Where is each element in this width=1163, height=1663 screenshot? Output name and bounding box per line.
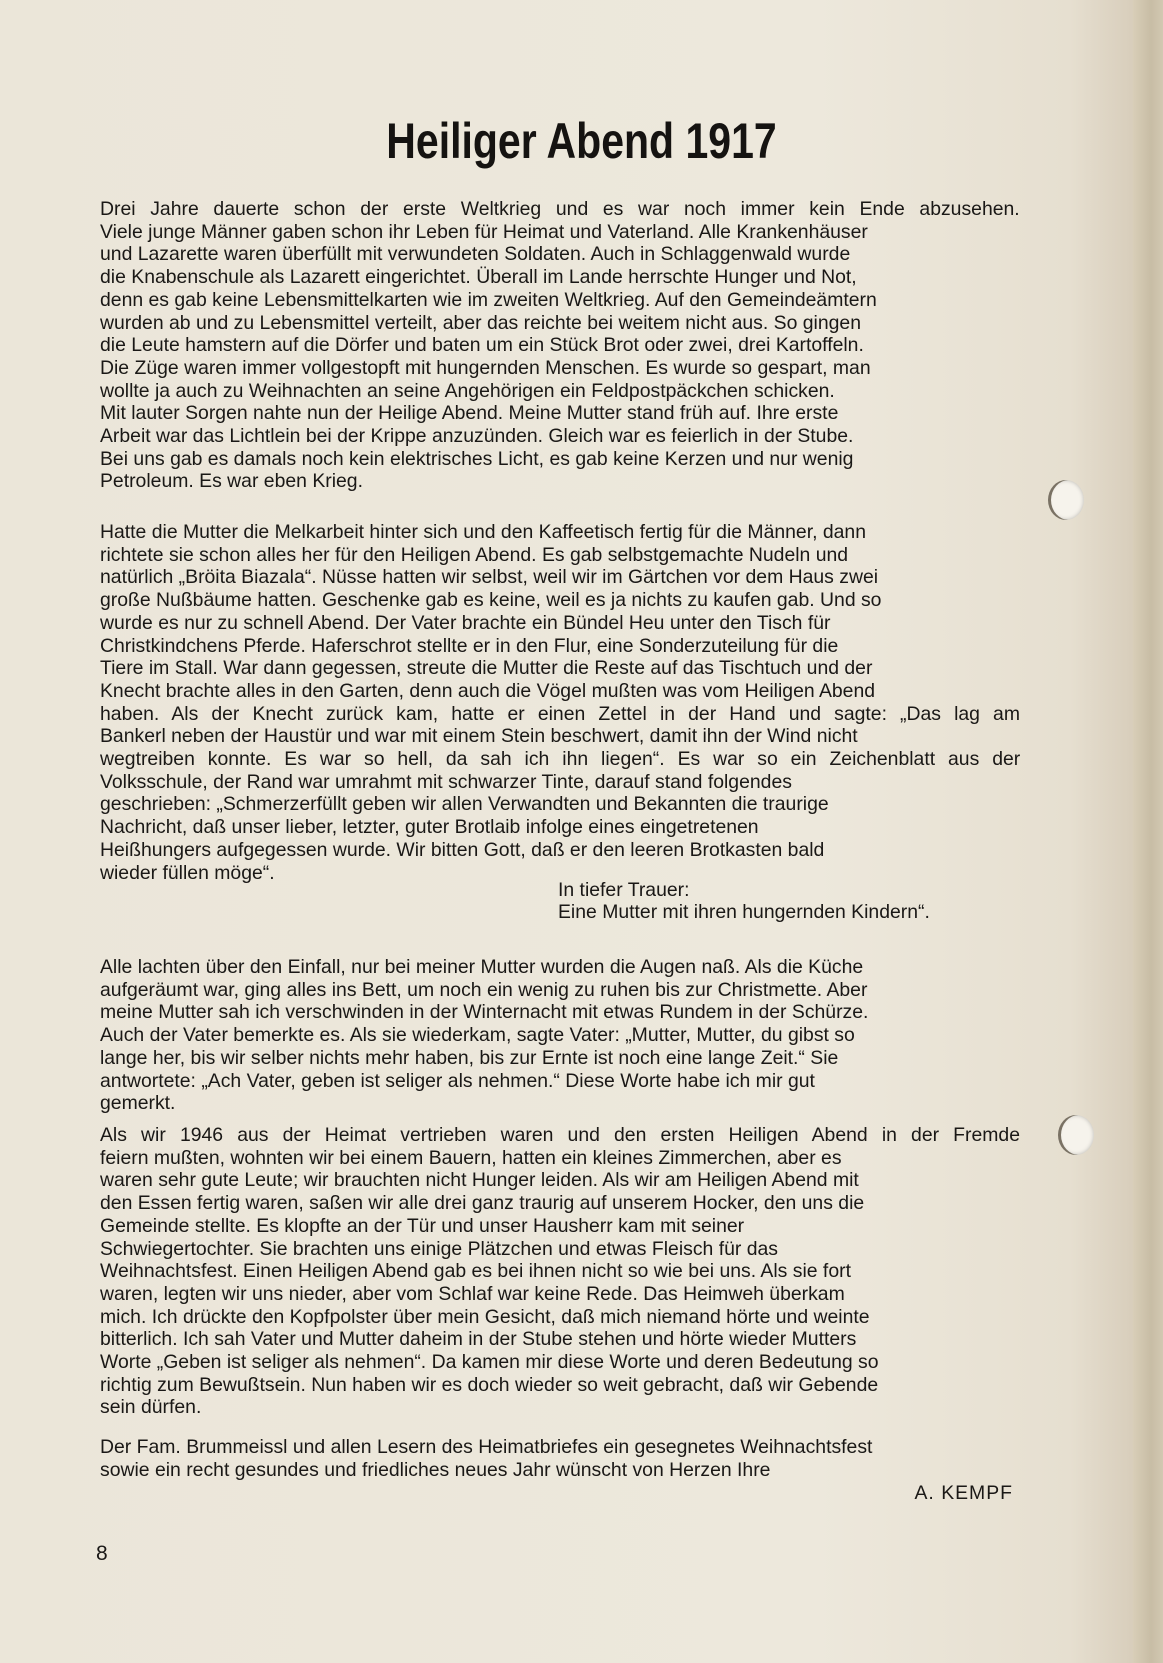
text-line: Worte „Geben ist seliger als nehmen“. Da kamen mir diese Worte und deren Bedeutung so <box>100 1351 879 1374</box>
text-line: Hatte die Mutter die Melkarbeit hinter sich und den Kaffeetisch fertig für die Männer, dann <box>100 521 867 543</box>
text-line: richtete sie schon alles her für den Heiligen Abend. Es gab selbstgemachte Nudeln und <box>100 543 849 566</box>
text-line: Drei Jahre dauerte schon der erste Weltkrieg und es war noch immer kein Ende abzusehen. <box>100 198 1020 220</box>
text-line: richtig zum Bewußtsein. Nun haben wir es doch wieder so weit gebracht, daß wir Gebende <box>100 1373 879 1396</box>
text-line: wieder füllen möge“. <box>100 861 275 884</box>
text-line: die Leute hamstern auf die Dörfer und baten um ein Stück Brot oder zwei, drei Kartoffeln. <box>100 334 864 357</box>
text-line: geschrieben: „Schmerzerfüllt geben wir allen Verwandten und Bekannten die traurige <box>100 793 829 816</box>
paragraph-4 <box>100 1124 1020 1419</box>
text-line: aufgeräumt war, ging alles ins Bett, um noch ein wenig zu ruhen bis zur Christmette. Aber <box>100 978 868 1001</box>
paragraph-2 <box>100 521 1020 884</box>
text-line: Arbeit war das Lichtlein bei der Krippe anzuzünden. Gleich war es feierlich in der Stube. <box>100 425 854 448</box>
text-line: Mit lauter Sorgen nahte nun der Heilige Abend. Meine Mutter stand früh auf. Ihre erste <box>100 402 839 425</box>
punch-hole-lower <box>1058 1115 1094 1155</box>
article-title: Heiliger Abend 1917 <box>386 113 777 169</box>
text-line: mich. Ich drückte den Kopfpolster über mein Gesicht, daß mich niemand hörte und weinte <box>100 1305 870 1328</box>
text-line: Weihnachtsfest. Einen Heiligen Abend gab es bei ihnen nicht so wie bei uns. Als sie fort <box>100 1260 851 1283</box>
text-line: und Lazarette waren überfüllt mit verwundeten Soldaten. Auch in Schlaggenwald wurde <box>100 243 851 266</box>
text-line: die Knabenschule als Lazarett eingerichtet. Überall im Lande herrschte Hunger und Not, <box>100 266 857 289</box>
text-line: wollte ja auch zu Weihnachten an seine Angehörigen ein Feldpostpäckchen schicken. <box>100 379 835 402</box>
text-line: denn es gab keine Lebensmittelkarten wie im zweiten Weltkrieg. Auf den Gemeindeämtern <box>100 288 877 311</box>
text-line: wurde es nur zu schnell Abend. Der Vater brachte ein Bündel Heu unter den Tisch für <box>100 611 831 634</box>
text-line: Bankerl neben der Haustür und war mit einem Stein beschwert, damit ihn der Wind nicht <box>100 725 858 748</box>
punch-hole-upper <box>1048 480 1084 520</box>
text-line: Nachricht, daß unser lieber, letzter, guter Brotlaib infolge eines eingetretenen <box>100 816 759 839</box>
text-line: natürlich „Bröita Biazala“. Nüsse hatten wir selbst, weil wir im Gärtchen vor dem Haus zwei <box>100 566 879 589</box>
text-line: antwortete: „Ach Vater, geben ist seliger als nehmen.“ Diese Worte habe ich mir gut <box>100 1069 815 1092</box>
text-line: bitterlich. Ich sah Vater und Mutter daheim in der Stube stehen und hörte wieder Mutters <box>100 1328 857 1351</box>
text-line: Heißhungers aufgegessen wurde. Wir bitten Gott, daß er den leeren Brotkasten bald <box>100 838 825 861</box>
notice-signature-line-1: In tiefer Trauer: <box>558 879 690 901</box>
text-line: lange her, bis wir selber nichts mehr haben, bis zur Ernte ist noch eine lange Zeit.“ Sie <box>100 1046 839 1069</box>
text-line: große Nußbäume hatten. Geschenke gab es keine, weil es ja nichts zu kaufen gab. Und so <box>100 589 882 612</box>
text-line: sein dürfen. <box>100 1396 202 1419</box>
author-signature: A. KEMPF <box>914 1482 1013 1504</box>
page-fold-shadow <box>1133 0 1163 1663</box>
text-line: Als wir 1946 aus der Heimat vertrieben waren und den ersten Heiligen Abend in der Fremde <box>100 1124 1020 1146</box>
text-line: Bei uns gab es damals noch kein elektrisches Licht, es gab keine Kerzen und nur wenig <box>100 447 854 470</box>
paragraph-3 <box>100 956 1020 1115</box>
page-number: 8 <box>96 1542 108 1565</box>
text-line: Gemeinde stellte. Es klopfte an der Tür und unser Hausherr kam mit seiner <box>100 1214 745 1237</box>
text-line: Volksschule, der Rand war umrahmt mit schwarzer Tinte, darauf stand folgendes <box>100 770 792 793</box>
text-line: Alle lachten über den Einfall, nur bei meiner Mutter wurden die Augen naß. Als die Küche <box>100 956 864 978</box>
text-line: Tiere im Stall. War dann gegessen, streute die Mutter die Reste auf das Tischtuch und der <box>100 657 873 680</box>
notice-signature-line-2: Eine Mutter mit ihren hungernden Kindern“. <box>558 901 930 923</box>
text-line: den Essen fertig waren, saßen wir alle drei ganz traurig auf unserem Hocker, den uns die <box>100 1192 865 1215</box>
text-line: Christkindchens Pferde. Haferschrot stellte er in den Flur, eine Sonderzuteilung für die <box>100 634 839 657</box>
text-line: waren, legten wir uns nieder, aber vom Schlaf war keine Rede. Das Heimweh überkam <box>100 1282 845 1305</box>
paragraph-5 <box>100 1436 1020 1481</box>
paragraph-1 <box>100 198 1020 493</box>
text-line: Schwiegertochter. Sie brachten uns einige Plätzchen und etwas Fleisch für das <box>100 1237 778 1260</box>
text-line: meine Mutter sah ich verschwinden in der Winternacht mit etwas Rundem in der Schürze. <box>100 1001 869 1024</box>
text-line: Petroleum. Es war eben Krieg. <box>100 470 363 493</box>
text-line: Die Züge waren immer vollgestopft mit hungernden Menschen. Es wurde so gespart, man <box>100 356 871 379</box>
text-line: Viele junge Männer gaben schon ihr Leben für Heimat und Vaterland. Alle Krankenhäuser <box>100 220 868 243</box>
text-line: Auch der Vater bemerkte es. Als sie wiederkam, sagte Vater: „Mutter, Mutter, du gibst so <box>100 1024 855 1047</box>
text-line: haben. Als der Knecht zurück kam, hatte er einen Zettel in der Hand und sagte: „Das lag am <box>100 702 1020 725</box>
text-line: waren sehr gute Leute; wir brauchten nicht Hunger leiden. Als wir am Heiligen Abend mit <box>100 1169 859 1192</box>
text-line: feiern mußten, wohnten wir bei einem Bauern, hatten ein kleines Zimmerchen, aber es <box>100 1146 842 1169</box>
text-line: gemerkt. <box>100 1092 176 1115</box>
text-line: wurden ab und zu Lebensmittel verteilt, aber das reichte bei weitem nicht aus. So gingen <box>100 311 861 334</box>
text-line: wegtreiben konnte. Es war so hell, da sah ich ihn liegen“. Es war so ein Zeichenblatt aus der <box>100 748 1021 771</box>
text-line: Der Fam. Brummeissl und allen Lesern des Heimatbriefes ein gesegnetes Weihnachtsfest <box>100 1436 873 1458</box>
text-line: Knecht brachte alles in den Garten, denn auch die Vögel mußten was vom Heiligen Abend <box>100 679 876 702</box>
text-line: sowie ein recht gesundes und friedliches neues Jahr wünscht von Herzen Ihre <box>100 1458 771 1481</box>
